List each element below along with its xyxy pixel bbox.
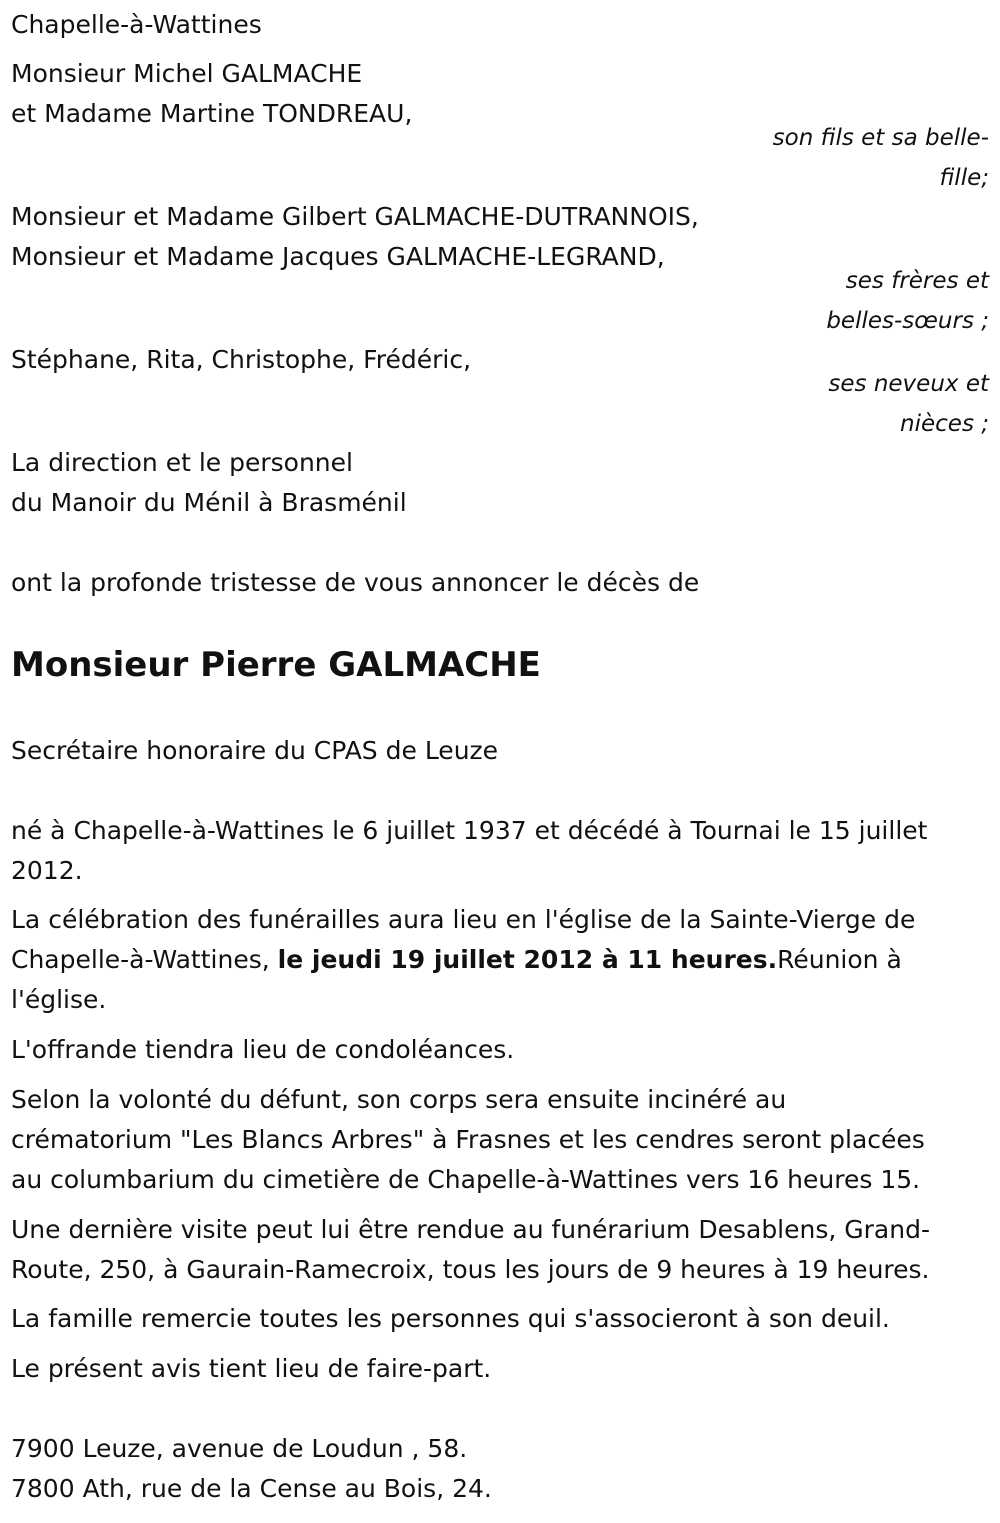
thanks: La famille remercie toutes les personnes qui s'associeront à son deuil.: [11, 1304, 890, 1333]
family-nephews-relation-cont: nièces ;: [900, 411, 989, 437]
family-son-spouse-name: et Madame Martine TONDREAU,: [11, 99, 413, 128]
visit-line-1: Une dernière visite peut lui être rendue au funérarium Desablens, Grand-: [11, 1215, 930, 1244]
family-son-name: Monsieur Michel GALMACHE: [11, 59, 363, 88]
cremation-line-1: Selon la volonté du défunt, son corps sera ensuite incinéré au: [11, 1085, 787, 1114]
ceremony-date: le jeudi 19 juillet 2012 à 11 heures.: [277, 945, 778, 974]
family-son-relation: son fils et sa belle-: [772, 125, 989, 151]
deceased-name: Monsieur Pierre GALMACHE: [11, 645, 541, 685]
family-nephews-relation: ses neveux et: [828, 371, 989, 397]
offering: L'offrande tiendra lieu de condoléances.: [11, 1035, 515, 1064]
address-ath: 7800 Ath, rue de la Cense au Bois, 24.: [11, 1474, 492, 1503]
location: Chapelle-à-Wattines: [11, 10, 262, 39]
family-brothers-relation-cont: belles-sœurs ;: [826, 308, 989, 334]
announcement: ont la profonde tristesse de vous annoncer le décès de: [11, 568, 700, 597]
ceremony-place: Chapelle-à-Wattines,: [11, 945, 278, 974]
notice: Le présent avis tient lieu de faire-part.: [11, 1354, 492, 1383]
family-brother-2: Monsieur et Madame Jacques GALMACHE-LEGRAND,: [11, 242, 665, 271]
visit-line-2: Route, 250, à Gaurain-Ramecroix, tous les jours de 9 heures à 19 heures.: [11, 1255, 930, 1284]
ceremony-line-1: La célébration des funérailles aura lieu en l'église de la Sainte-Vierge de: [11, 905, 916, 934]
ceremony-line-3: l'église.: [11, 985, 107, 1014]
family-brother-1: Monsieur et Madame Gilbert GALMACHE-DUTRANNOIS,: [11, 202, 699, 231]
cremation-line-3: au columbarium du cimetière de Chapelle-à-Wattines vers 16 heures 15.: [11, 1165, 921, 1194]
staff-line-2: du Manoir du Ménil à Brasménil: [11, 488, 407, 517]
family-brothers-relation: ses frères et: [845, 268, 989, 294]
ceremony-gathering: Réunion à: [777, 945, 902, 974]
birth-death-line-1: né à Chapelle-à-Wattines le 6 juillet 1937 et décédé à Tournai le 15 juillet: [11, 816, 928, 845]
family-nephews-names: Stéphane, Rita, Christophe, Frédéric,: [11, 345, 472, 374]
birth-death-line-2: 2012.: [11, 856, 83, 885]
staff-line-1: La direction et le personnel: [11, 448, 353, 477]
deceased-role: Secrétaire honoraire du CPAS de Leuze: [11, 736, 499, 765]
family-son-relation-cont: fille;: [939, 165, 989, 191]
cremation-line-2: crématorium "Les Blancs Arbres" à Frasnes et les cendres seront placées: [11, 1125, 925, 1154]
ceremony-line-2: [11, 940, 902, 980]
address-leuze: 7900 Leuze, avenue de Loudun , 58.: [11, 1434, 468, 1463]
